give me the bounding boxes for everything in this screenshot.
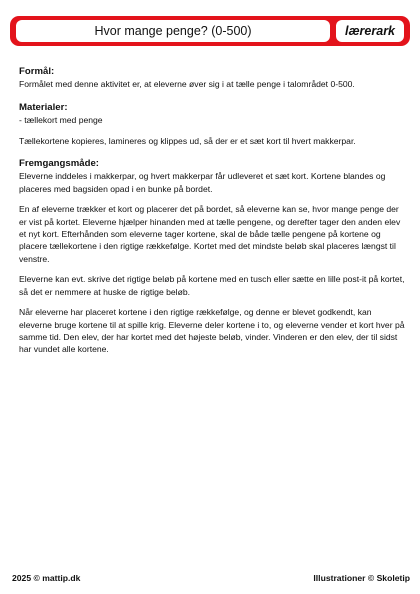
- fremgangsmade-paragraph-4: Når eleverne har placeret kortene i den rigtige rækkefølge, og denne er blevet godkendt, kan eleverne bruge kortene til at spille krig. Eleverne deler kortene i to, og eleverne vender et kort hver på samme tid. Den elev, der har kortet med det højeste beløb, vinder. Vinderen er den elev, der til sidst har vundet alle kortene.: [19, 307, 405, 355]
- sheet-type-label: lærerark: [336, 20, 404, 42]
- materialer-text: Tællekortene kopieres, lamineres og klippes ud, så der er et sæt kort til hvert makkerpar.: [19, 135, 356, 146]
- footer-illustration-credit: Illustrationer © Skoletip: [313, 573, 410, 583]
- materialer-item: - tællekort med penge: [19, 115, 103, 126]
- formal-heading: Formål:: [19, 66, 55, 77]
- fremgangsmade-heading: Fremgangsmåde:: [19, 158, 99, 170]
- footer-copyright: 2025 © mattip.dk: [12, 573, 81, 583]
- fremgangsmade-paragraph-2: En af eleverne trækker et kort og placerer det på bordet, så eleverne kan se, hvor mange penge der er vist på kortet. Eleverne hjælper hinanden med at tælle pengene, og derefter tager den anden elev et nyt kort. Efterhånden som eleverne tager kortene, skal de både tælle pengene på kortene og placere tællekortene i den rigtige rækkefølge. Kortet med det mindste beløb skal placeres længst til venstre.: [19, 204, 401, 264]
- document-body: [19, 66, 405, 356]
- fremgangsmade-paragraph-1: Eleverne inddeles i makkerpar, og hvert makkerpar får udleveret et sæt kort. Kortene blandes og placeres med bagsiden opad i en bunke på bordet.: [19, 171, 386, 194]
- formal-text: Formålet med denne aktivitet er, at eleverne øver sig i at tælle penge i talområdet 0-500.: [19, 79, 355, 90]
- materialer-heading: Materialer:: [19, 101, 68, 113]
- page-title: Hvor mange penge? (0-500): [16, 20, 330, 42]
- fremgangsmade-paragraph-3: Eleverne kan evt. skrive det rigtige beløb på kortene med en tusch eller sætte en lille post-it på kortet, så det er nemmere at huske de rigtige beløb.: [19, 274, 405, 297]
- header-bar: [10, 16, 410, 46]
